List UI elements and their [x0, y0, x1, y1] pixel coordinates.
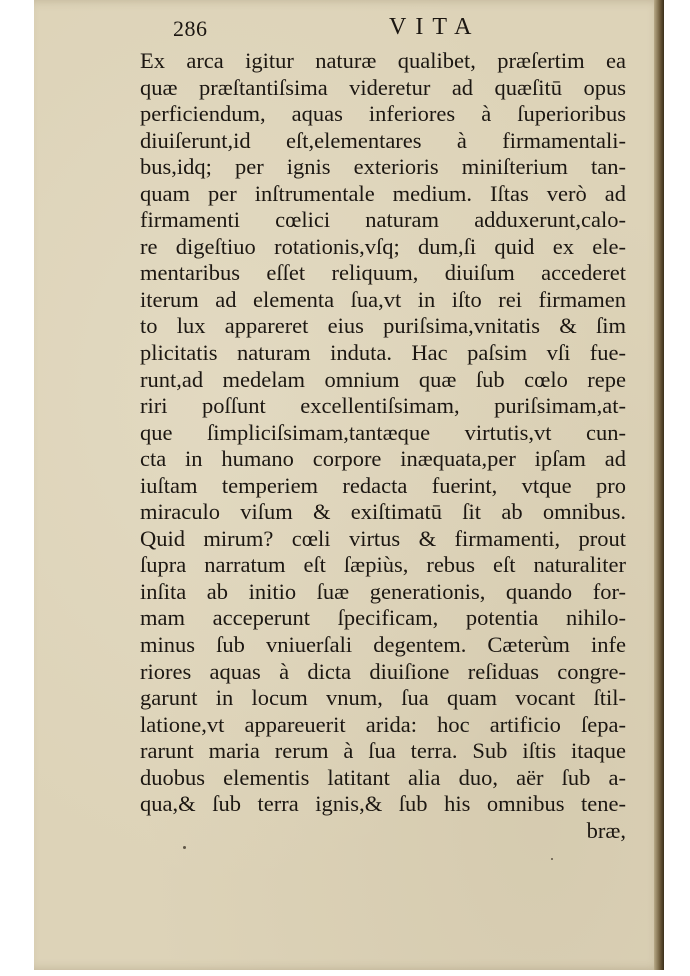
text-line: mentaribus eſſet reliquum, diuiſum accederet [140, 260, 626, 286]
text-line: que ſimpliciſsimam,tantæque virtutis,vt cun- [140, 419, 626, 445]
text-line: rarunt maria rerum à ſua terra. Sub iſtis itaque [140, 738, 626, 764]
text-line: minus ſub vniuerſali degentem. Cæterùm infe [140, 632, 626, 658]
text-line: bus,idq; per ignis exterioris miniſterium tan- [140, 154, 626, 180]
page-header [173, 14, 653, 44]
text-line: Quid mirum? cœli virtus & firmamenti, prout [140, 525, 626, 551]
text-line: duobus elementis latitant alia duo, aër ſub a- [140, 764, 626, 790]
text-line: perficiendum, aquas inferiores à ſuperioribus [140, 101, 626, 127]
text-line: miraculo viſum & exiſtimatū ſit ab omnibus. [140, 499, 626, 525]
text-line: latione,vt appareuerit arida: hoc artificio ſepa- [140, 711, 626, 737]
catchword: bræ, [586, 817, 626, 843]
ink-speck [183, 846, 186, 849]
text-line: cta in humano corpore inæquata,per ipſam ad [140, 446, 626, 472]
text-line: re digeſtiuo rotationis,vſq; dum,ſi quid ex ele- [140, 233, 626, 259]
body-text [140, 48, 626, 844]
text-line: qua,& ſub terra ignis,& ſub his omnibus tene- [140, 791, 626, 817]
text-line: to lux appareret eius puriſsima,vnitatis & ſim [140, 313, 626, 339]
text-line: diuiſerunt,id eſt,elementares à firmamentali- [140, 127, 626, 153]
text-line: firmamenti cœlici naturam adduxerunt,calo- [140, 207, 626, 233]
text-line: iterum ad elementa ſua,vt in iſto rei firmamen [140, 286, 626, 312]
text-line: quæ præſtantiſsima videretur ad quæſitū opus [140, 74, 626, 100]
text-line: iuſtam temperiem redacta fuerint, vtque pro [140, 472, 626, 498]
text-line: runt,ad medelam omnium quæ ſub cœlo repe [140, 366, 626, 392]
running-head: VITA [389, 14, 481, 40]
text-line: Ex arca igitur naturæ qualibet, præſertim ea [140, 48, 626, 73]
text-line: plicitatis naturam induta. Hac paſsim vſi fue- [140, 340, 626, 366]
page-gutter-shadow [654, 0, 664, 970]
page-number: 286 [173, 16, 208, 41]
text-line: riri poſſunt excellentiſsimam, puriſsimam,at- [140, 393, 626, 419]
text-line: inſita ab initio ſuæ generationis, quando for- [140, 578, 626, 604]
text-line: ſupra narratum eſt ſæpiùs, rebus eſt naturaliter [140, 552, 626, 578]
text-line: mam acceperunt ſpecificam, potentia nihilo- [140, 605, 626, 631]
text-line: quam per inſtrumentale medium. Iſtas verò ad [140, 180, 626, 206]
text-line: riores aquas à dicta diuiſione reſiduas congre- [140, 658, 626, 684]
text-line: garunt in locum vnum, ſua quam vocant ſtil- [140, 685, 626, 711]
ink-speck [551, 858, 553, 860]
